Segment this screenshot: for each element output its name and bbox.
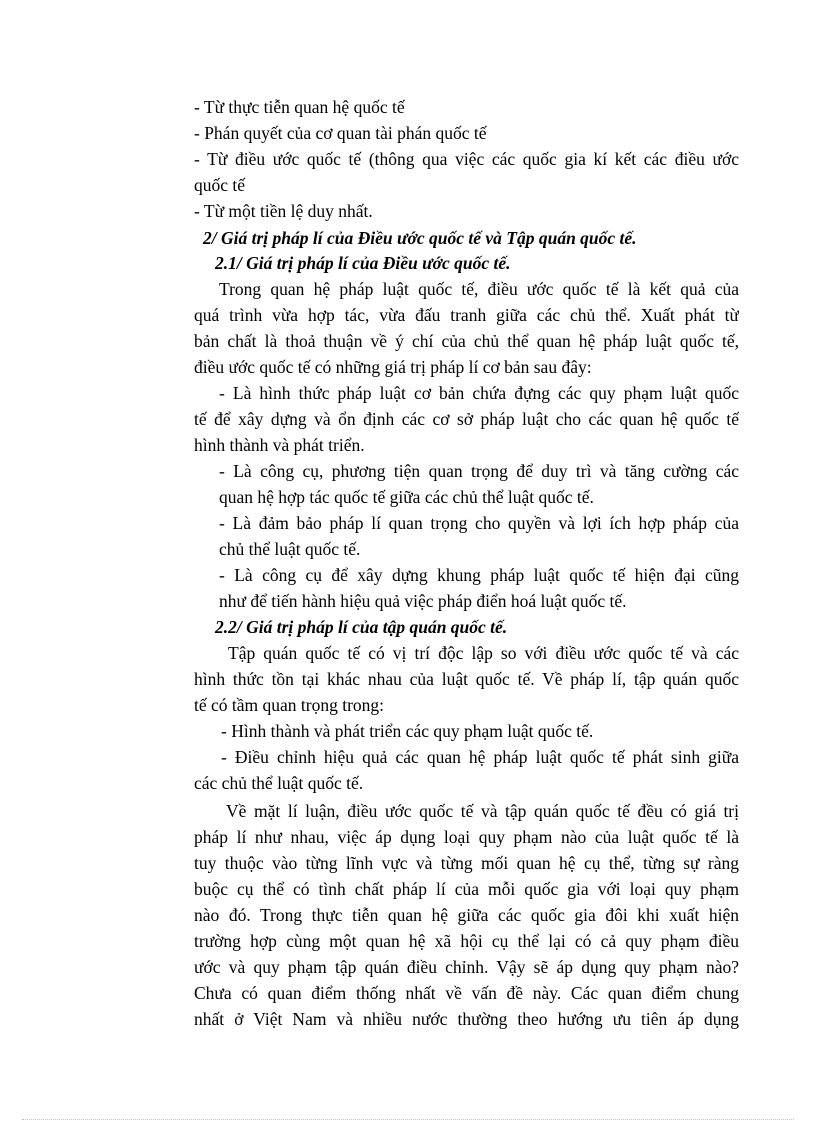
bullet-line: quốc tế (194, 175, 246, 195)
bullet-line: - Phán quyết của cơ quan tài phán quốc tế (194, 123, 487, 143)
paragraph-line: ước và quy phạm tập quán điều chỉnh. Vậy sẽ áp dụng quy phạm nào? (194, 957, 739, 977)
paragraph-line: nhất ở Việt Nam và nhiều nước thường theo hướng ưu tiên áp dụng (194, 1009, 739, 1029)
list-item-line: quan hệ hợp tác quốc tế giữa các chủ thể luật quốc tế. (219, 487, 594, 507)
list-item-line: - Điều chỉnh hiệu quả các quan hệ pháp luật quốc tế phát sinh giữa (221, 747, 739, 767)
list-item-line: các chủ thể luật quốc tế. (194, 773, 364, 793)
list-item-line: hình thành và phát triển. (194, 435, 365, 455)
section-heading-2-1: 2.1/ Giá trị pháp lí của Điều ước quốc tế. (215, 253, 511, 273)
bullet-line: - Từ điều ước quốc tế (thông qua việc các quốc gia kí kết các điều ước (194, 149, 739, 169)
paragraph-line: hình thức tồn tại khác nhau của luật quốc tế. Về pháp lí, tập quán quốc (194, 669, 739, 689)
list-item-line: - Là đảm bảo pháp lí quan trọng cho quyền và lợi ích hợp pháp của (219, 513, 739, 533)
section-heading-2-2: 2.2/ Giá trị pháp lí của tập quán quốc tế. (215, 617, 508, 637)
paragraph-line: buộc cụ thể có tình chất pháp lí của mỗi quốc gia với loại quy phạm (194, 879, 739, 899)
paragraph-line: nào đó. Trong thực tiễn quan hệ giữa các quốc gia đôi khi xuất hiện (194, 905, 739, 925)
list-item-line: - Là công cụ, phương tiện quan trọng để duy trì và tăng cường các (219, 461, 739, 481)
paragraph-line: tuy thuộc vào từng lĩnh vực và từng mối quan hệ cụ thể, từng sự ràng (194, 853, 739, 873)
list-item-line: - Hình thành và phát triển các quy phạm luật quốc tế. (221, 721, 594, 741)
section-heading-2: 2/ Giá trị pháp lí của Điều ước quốc tế và Tập quán quốc tế. (203, 228, 637, 248)
paragraph-line: Chưa có quan điểm thống nhất về vấn đề này. Các quan điểm chung (194, 983, 739, 1003)
paragraph-line: quá trình vừa hợp tác, vừa đấu tranh giữa các chủ thể. Xuất phát từ (194, 305, 739, 325)
page-bottom-divider (22, 1119, 794, 1120)
bullet-line: - Từ một tiền lệ duy nhất. (194, 201, 373, 221)
paragraph-line: bản chất là thoả thuận về ý chí của chủ thể quan hệ pháp luật quốc tế, (194, 331, 739, 351)
paragraph-line: tế có tầm quan trọng trong: (194, 695, 385, 715)
paragraph-line: Trong quan hệ pháp luật quốc tế, điều ước quốc tế là kết quả của (219, 279, 739, 299)
paragraph-line: Về mặt lí luận, điều ước quốc tế và tập quán quốc tế đều có giá trị (226, 801, 739, 821)
paragraph-line: pháp lí như nhau, việc áp dụng loại quy phạm nào của luật quốc tế là (194, 827, 739, 847)
list-item-line: - Là công cụ để xây dựng khung pháp luật quốc tế hiện đại cũng (219, 565, 739, 585)
bullet-line: - Từ thực tiễn quan hệ quốc tế (194, 97, 405, 117)
list-item-line: tế để xây dựng và ổn định các cơ sở pháp luật cho các quan hệ quốc tế (194, 409, 739, 429)
paragraph-line: Tập quán quốc tế có vị trí độc lập so với điều ước quốc tế và các (228, 643, 739, 663)
list-item-line: - Là hình thức pháp luật cơ bản chứa đựng các quy phạm luật quốc (219, 383, 739, 403)
paragraph-line: điều ước quốc tế có những giá trị pháp lí cơ bản sau đây: (194, 357, 592, 377)
paragraph-line: trường hợp cùng một quan hệ xã hội cụ thể lại có cả quy phạm điều (194, 931, 739, 951)
list-item-line: như để tiến hành hiệu quả việc pháp điển hoá luật quốc tế. (219, 591, 627, 611)
list-item-line: chủ thể luật quốc tế. (219, 539, 361, 559)
